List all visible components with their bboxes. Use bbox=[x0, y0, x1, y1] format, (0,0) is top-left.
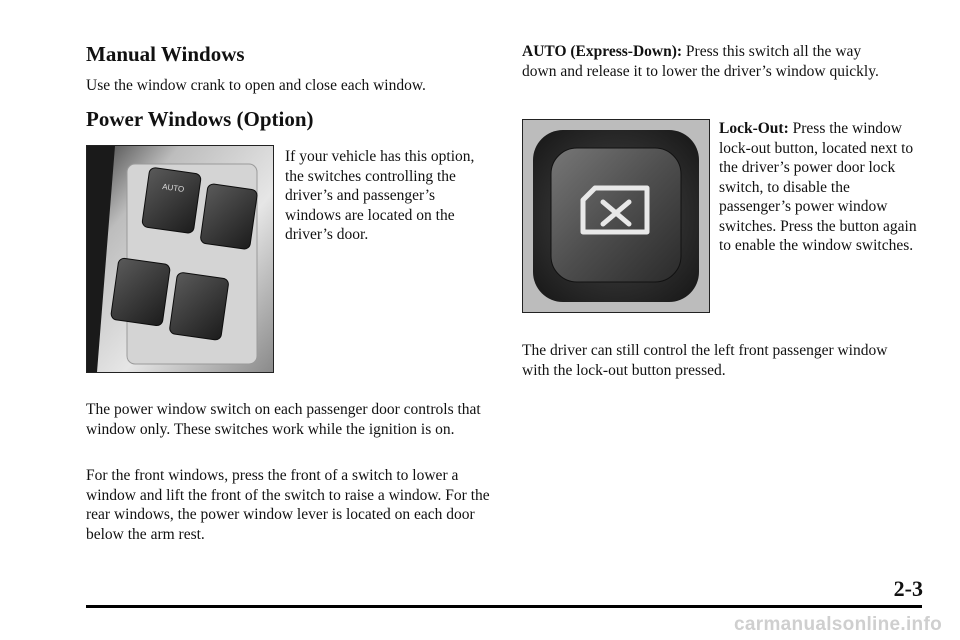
photo-caption: If your vehicle has this option, the switches controlling the driver’s and passenger’s windows are located on the driver’s door. bbox=[285, 148, 475, 243]
watermark: carmanualsonline.info bbox=[734, 614, 942, 635]
manual-windows-text: Use the window crank to open and close each window. bbox=[86, 77, 426, 94]
lockout-button-photo bbox=[522, 119, 710, 313]
auto-term: AUTO (Express-Down): bbox=[522, 43, 683, 60]
auto-express-down-paragraph bbox=[522, 42, 892, 81]
lockout-term: Lock-Out: bbox=[719, 120, 789, 137]
lockout-note-paragraph: The driver can still control the left front passenger window with the lock-out button pressed. bbox=[522, 342, 888, 379]
passenger-switch-paragraph: The power window switch on each passenger door controls that window only. These switches work while the ignition is on. bbox=[86, 401, 481, 438]
manual-windows-heading: Manual Windows bbox=[86, 42, 245, 66]
lockout-text: Press the window lock-out button, located next to the driver’s power door lock switch, to disable the passenger’s power window switches. Press the button again to enable the window switches. bbox=[719, 120, 917, 254]
footer-rule bbox=[86, 605, 922, 608]
window-switch-photo bbox=[86, 145, 274, 373]
power-windows-heading: Power Windows (Option) bbox=[86, 107, 314, 131]
page-number: 2-3 bbox=[893, 576, 923, 601]
auto-switch-label: AUTO bbox=[161, 182, 185, 195]
auto-text: Press this switch all the way down and release it to lower the driver’s window quickly. bbox=[522, 43, 879, 80]
lockout-paragraph bbox=[719, 119, 919, 256]
front-rear-windows-paragraph: For the front windows, press the front of a switch to lower a window and lift the front of the switch to raise a window. For the rear windows, the power window lever is located on each door below the arm rest. bbox=[86, 467, 490, 543]
